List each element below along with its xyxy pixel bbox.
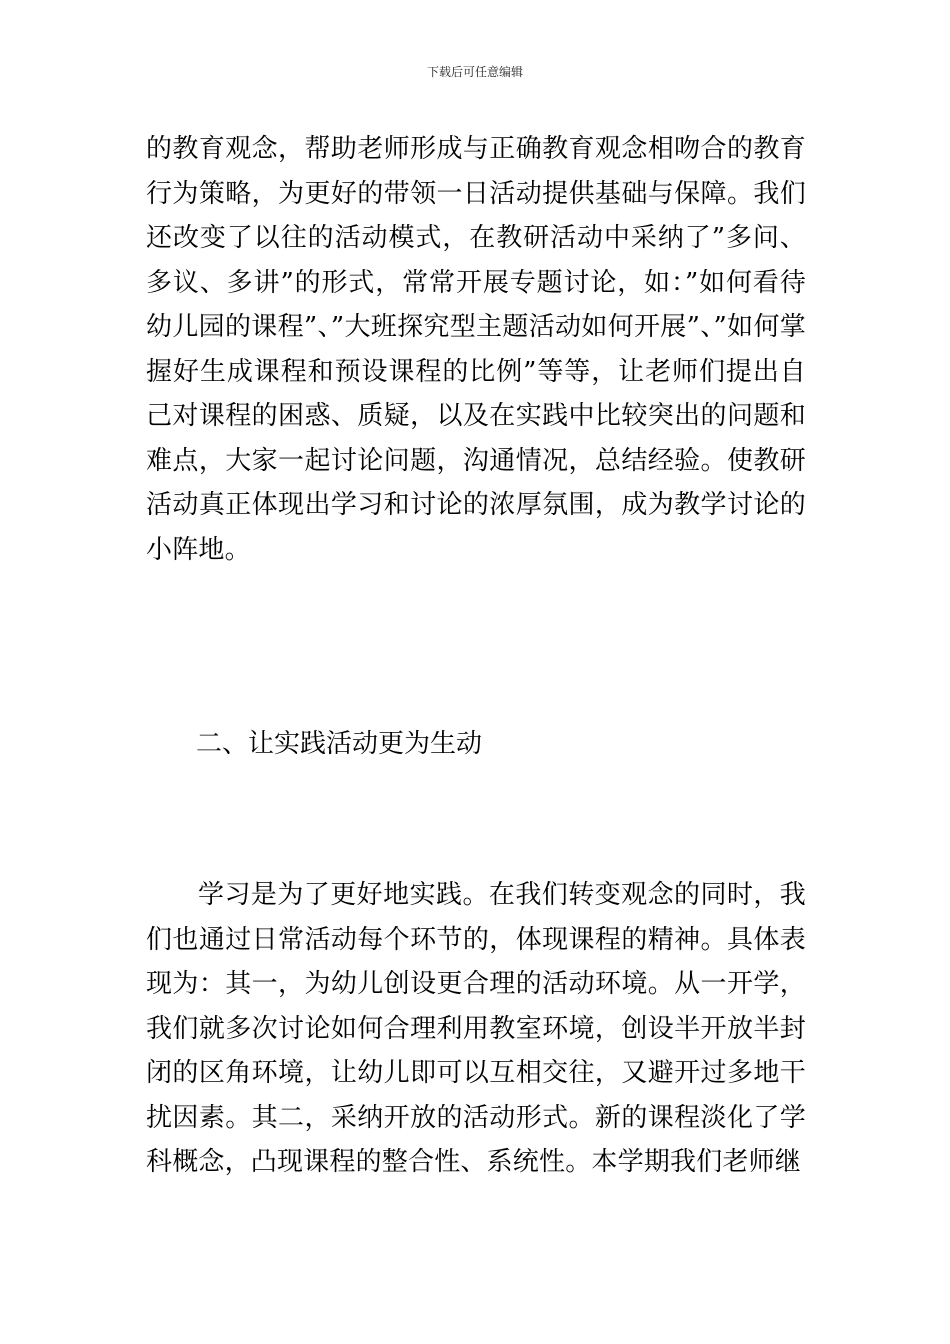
body-paragraph-1: 的教育观念，帮助老师形成与正确教育观念相吻合的教育行为策略，为更好的带领一日活动提供基础与保障。我们还改变了以往的活动模式，在教研活动中采纳了”多问、多议、多讲”的形式，常常开展专题讨论，如：”如何看待幼儿园的课程”、”大班探究型主题活动如何开展”、”如何掌握好生成课程和预设课程的比例”等等，让老师们提出自己对课程的困惑、质疑，以及在实践中比较突出的问题和难点，大家一起讨论问题，沟通情况，总结经验。使教研活动真正体现出学习和讨论的浓厚氛围，成为教学讨论的小阵地。: [146, 134, 806, 565]
page-header-note: 下载后可任意编辑: [426, 65, 523, 79]
body-paragraph-2: 学习是为了更好地实践。在我们转变观念的同时，我们也通过日常活动每个环节的，体现课程的精神。具体表现为：其一，为幼儿创设更合理的活动环境。从一开学，我们就多次讨论如何合理利用教室环境，创设半开放半封闭的区角环境，让幼儿即可以互相交往，又避开过多地干扰因素。其二，采纳开放的活动形式。新的课程淡化了学科概念，凸现课程的整合性、系统性。本学期我们老师继: [146, 880, 806, 1177]
section-heading: 二、让实践活动更为生动: [196, 729, 483, 759]
